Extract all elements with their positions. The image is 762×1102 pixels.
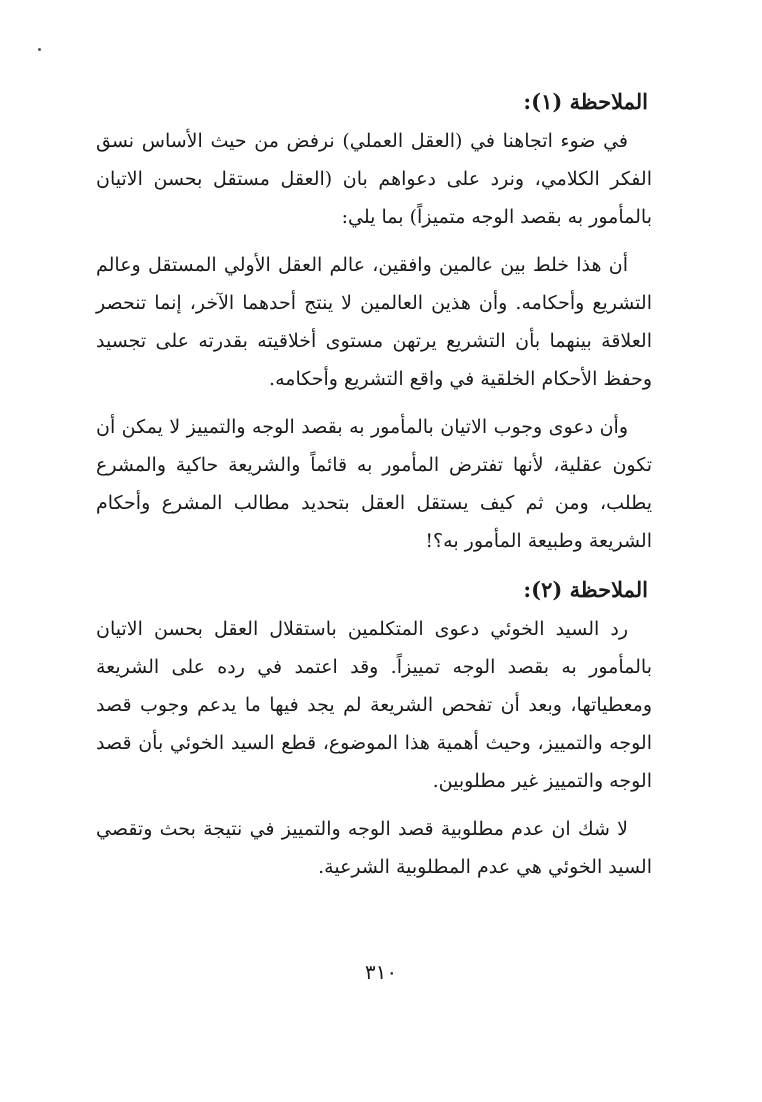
note-1-paragraph-2: أن هذا خلط بين عالمين وافقين، عالم العقل الأولي المستقل وعالم التشريع وأحكامه. وأن هذين العالمين لا ينتج أحدهما الآخر، إنما تنحصر العلاقة بينهما بأن التشريع يرتهن مستوى أخلاقيته بقدرته على تجسيد وحفظ الأحكام الخلقية في واقع التشريع وأحكامه. — [96, 254, 652, 390]
note-1-heading: الملاحظة (١): — [523, 89, 648, 114]
scan-speck — [38, 48, 41, 51]
page-body — [96, 82, 652, 896]
note-2-paragraph-1: رد السيد الخوئي دعوى المتكلمين باستقلال العقل بحسن الاتيان بالمأمور به بقصد الوجه تمييزاً. وقد اعتمد في رده على الشريعة ومعطياتها، وبعد أن تفحص الشريعة لم يجد فيها ما يدعم وجوب قصد الوجه والتمييز، وحيث أهمية هذا الموضوع، قطع السيد الخوئي بأن قصد الوجه والتمييز غير مطلوبين. — [96, 618, 652, 792]
note-2-heading: الملاحظة (٢): — [523, 577, 648, 602]
note-1-paragraph-3: وأن دعوى وجوب الاتيان بالمأمور به بقصد الوجه والتمييز لا يمكن أن تكون عقلية، لأنها تفترض المأمور به قائماً والشريعة حاكية والمشرع يطلب، ومن ثم كيف يستقل العقل بتحديد مطالب المشرع وأحكام الشريعة وطبيعة المأمور به؟! — [96, 416, 652, 552]
page-number: ٣١٠ — [364, 960, 398, 984]
note-1-paragraph-1: في ضوء اتجاهنا في (العقل العملي) نرفض من حيث الأساس نسق الفكر الكلامي، ونرد على دعواهم بان (العقل مستقل بحسن الاتيان بالمأمور به بقصد الوجه متميزاً) بما يلي: — [96, 130, 652, 228]
note-2-paragraph-2: لا شك ان عدم مطلوبية قصد الوجه والتمييز في نتيجة بحث وتقصي السيد الخوئي هي عدم المطلوبية الشرعية. — [96, 818, 652, 878]
